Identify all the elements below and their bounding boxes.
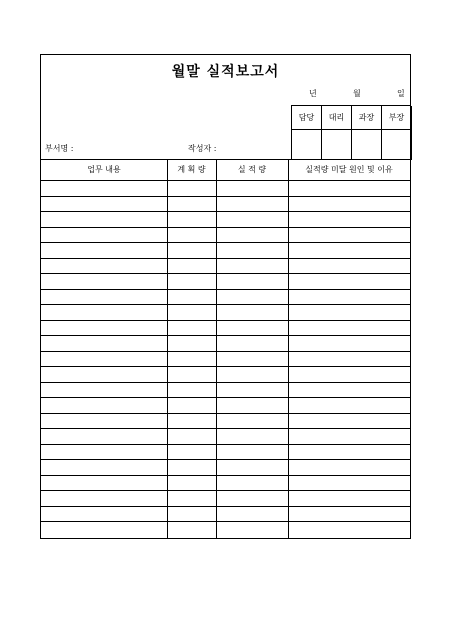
table-row[interactable] bbox=[41, 181, 410, 197]
table-row[interactable] bbox=[41, 429, 410, 445]
table-row[interactable] bbox=[41, 383, 410, 399]
report-title: 월말 실적보고서 bbox=[171, 64, 280, 80]
table-row[interactable] bbox=[41, 212, 410, 228]
column-divider bbox=[288, 159, 289, 539]
column-task: 업무 내용 bbox=[87, 165, 121, 174]
table-row[interactable] bbox=[41, 228, 410, 244]
table-row[interactable] bbox=[41, 305, 410, 321]
table-row[interactable] bbox=[41, 460, 410, 476]
column-shortfall-reason: 실적량 미달 원인 및 이유 bbox=[305, 165, 393, 174]
column-actual: 실 적 량 bbox=[237, 165, 267, 174]
approval-sign-assistant-manager[interactable] bbox=[322, 130, 352, 160]
table-row[interactable] bbox=[41, 367, 410, 383]
approval-header-manager: 과장 bbox=[352, 106, 382, 130]
table-row[interactable] bbox=[41, 491, 410, 507]
table-row[interactable] bbox=[41, 243, 410, 259]
approval-sign-staff[interactable] bbox=[292, 130, 322, 160]
table-row[interactable] bbox=[41, 321, 410, 337]
author-label: 작성자 : bbox=[188, 144, 217, 153]
approval-sign-manager[interactable] bbox=[352, 130, 382, 160]
table-row[interactable] bbox=[41, 197, 410, 213]
date-day-label: 일 bbox=[397, 89, 405, 98]
department-label: 부서명 : bbox=[45, 144, 74, 153]
approval-header-director: 부장 bbox=[382, 106, 412, 130]
table-row[interactable] bbox=[41, 290, 410, 306]
approval-sign-director[interactable] bbox=[382, 130, 412, 160]
column-divider bbox=[167, 159, 168, 539]
table-row[interactable] bbox=[41, 522, 410, 538]
approval-header-staff: 담당 bbox=[292, 106, 322, 130]
report-form bbox=[40, 54, 411, 539]
table-row[interactable] bbox=[41, 476, 410, 492]
table-row[interactable] bbox=[41, 259, 410, 275]
table-row[interactable] bbox=[41, 445, 410, 461]
table-header-row bbox=[41, 159, 410, 181]
table-row[interactable] bbox=[41, 336, 410, 352]
table-row[interactable] bbox=[41, 274, 410, 290]
approval-box bbox=[291, 105, 411, 159]
table-row[interactable] bbox=[41, 352, 410, 368]
table-row[interactable] bbox=[41, 507, 410, 523]
approval-header-assistant-manager: 대리 bbox=[322, 106, 352, 130]
table-row[interactable] bbox=[41, 414, 410, 430]
column-planned: 계 획 량 bbox=[177, 165, 206, 174]
column-divider bbox=[216, 159, 217, 539]
date-year-label: 년 bbox=[309, 89, 317, 98]
table-row[interactable] bbox=[41, 398, 410, 414]
date-month-label: 월 bbox=[353, 89, 361, 98]
